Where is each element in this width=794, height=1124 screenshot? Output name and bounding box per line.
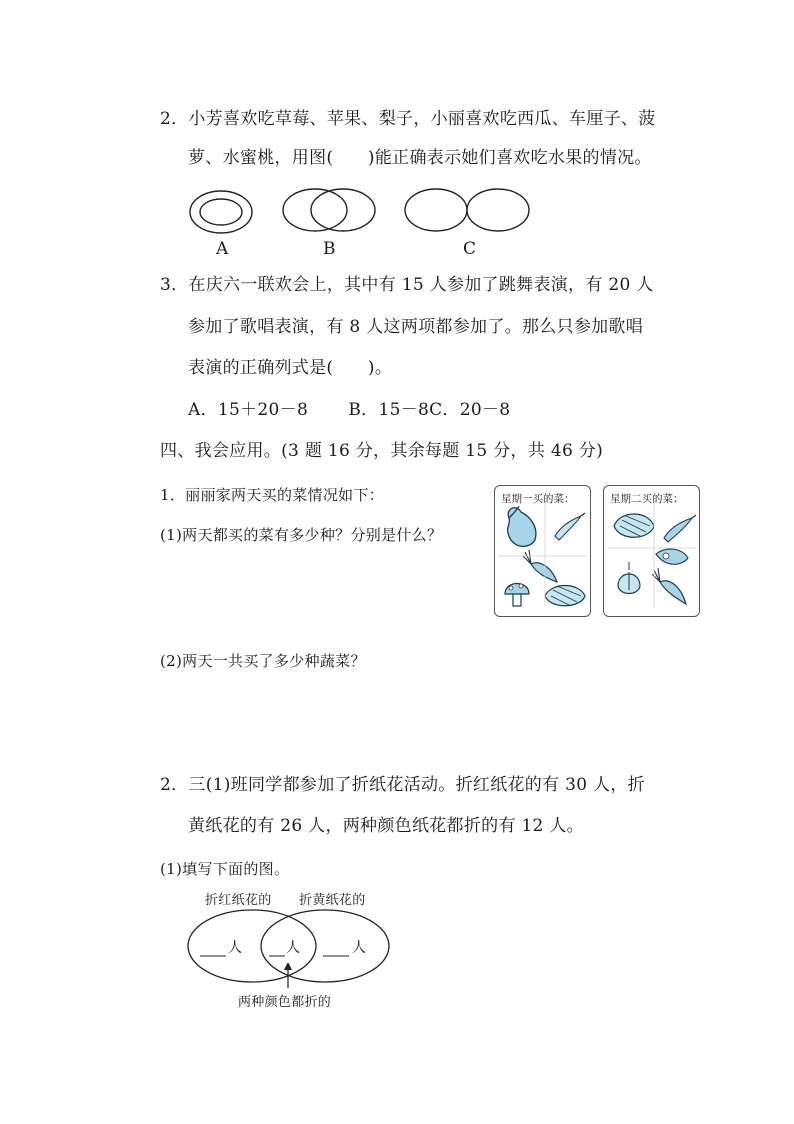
monday-caption: 星期一买的菜： xyxy=(501,493,575,505)
q3-line3: 表演的正确列式是( )。 xyxy=(188,358,393,378)
venn-right-circle xyxy=(261,910,389,982)
s4-q1-stem: 1．丽丽家两天买的菜情况如下： xyxy=(160,486,385,504)
s4-q1-sub2: (2)两天一共买了多少种蔬菜？ xyxy=(160,652,366,670)
s4-q2-line1: 2．三(1)班同学都参加了折纸花活动。折红纸花的有 30 人，折 xyxy=(160,775,645,795)
option-a-label: A xyxy=(216,239,229,259)
q3-line2: 参加了歌唱表演，有 8 人这两项都参加了。那么只参加歌唱 xyxy=(188,317,644,337)
q3-options: A．15＋20－8 B．15－8C．20－8 xyxy=(188,400,511,420)
venn-right-label: 折黄纸花的 xyxy=(299,893,366,908)
q2-line2: 萝、水蜜桃，用图( )能正确表示她们喜欢吃水果的情况。 xyxy=(188,148,652,168)
section4-heading: 四、我会应用。(3 题 16 分，其余每题 15 分，共 46 分) xyxy=(160,441,604,461)
venn-right-unit: 人 xyxy=(352,940,367,956)
tuesday-caption: 星期二买的菜： xyxy=(610,493,684,505)
venn-middle-unit: 人 xyxy=(286,940,301,956)
option-c-label: C xyxy=(463,239,477,259)
s4-q2-line2: 黄纸花的有 26 人，两种颜色纸花都折的有 12 人。 xyxy=(188,816,584,836)
q2-line1: 2．小芳喜欢吃草莓、苹果、梨子，小丽喜欢吃西瓜、车厘子、菠 xyxy=(160,109,656,129)
s4-q2-sub1: (1)填写下面的图。 xyxy=(160,860,290,878)
venn-arrow-label: 两种颜色都折的 xyxy=(238,995,332,1010)
venn-left-unit: 人 xyxy=(228,940,243,956)
venn-left-label: 折红纸花的 xyxy=(205,893,272,908)
q3-line1: 3．在庆六一联欢会上，其中有 15 人参加了跳舞表演，有 20 人 xyxy=(160,275,654,295)
s4-q1-sub1: (1)两天都买的菜有多少种？分别是什么？ xyxy=(160,526,443,544)
option-b-label: B xyxy=(323,239,336,259)
